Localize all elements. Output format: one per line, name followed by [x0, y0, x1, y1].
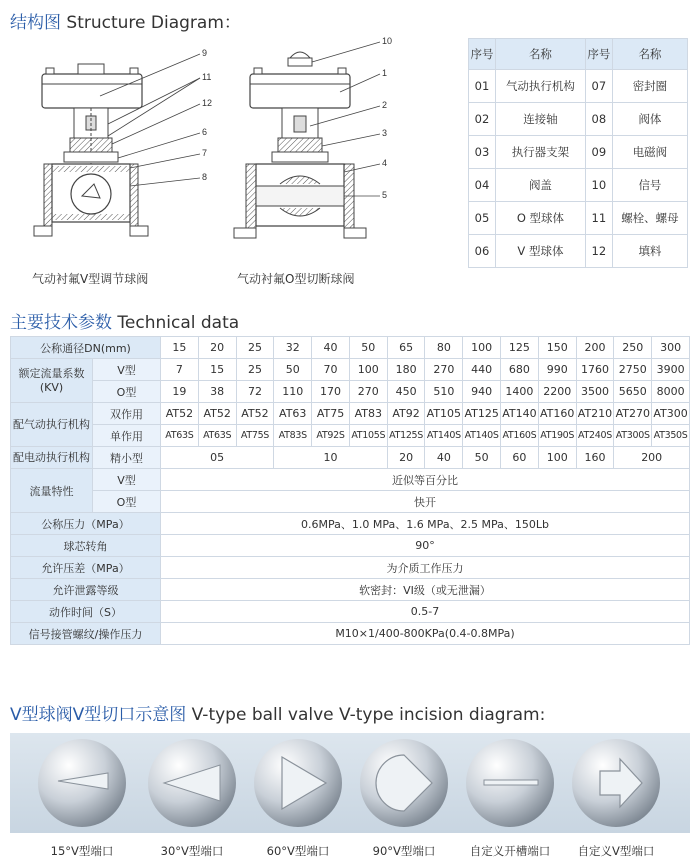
table-cell: 270 — [349, 381, 387, 403]
table-cell: AT75S — [236, 425, 274, 447]
part-number: 10 — [585, 169, 612, 202]
table-cell: 10 — [274, 447, 387, 469]
table-cell: AT300S — [614, 425, 652, 447]
technical-title: 主要技术参数 Technical data — [10, 313, 240, 333]
part-name: 电磁阀 — [612, 136, 687, 169]
table-cell: AT125 — [463, 403, 501, 425]
table-cell: 19 — [161, 381, 199, 403]
part-number: 09 — [585, 136, 612, 169]
o-valve-caption: 气动衬氟O型切断球阀 — [237, 272, 355, 286]
table-cell: 8000 — [652, 381, 690, 403]
ball-custom-slot — [464, 737, 556, 829]
electric-row — [11, 447, 690, 469]
table-cell: 50 — [463, 447, 501, 469]
table-cell: 100 — [463, 337, 501, 359]
ball-custom-v — [570, 737, 662, 829]
ball-label: 90°V型端口 — [372, 844, 436, 858]
row-label: 允许泄露等级 — [11, 579, 161, 601]
callout: 1 — [382, 68, 388, 78]
table-cell: 170 — [312, 381, 350, 403]
row-label: 公称通径DN(mm) — [11, 337, 161, 359]
ball-label: 自定义V型端口 — [577, 844, 655, 858]
table-cell: 200 — [614, 447, 690, 469]
table-cell: 近似等百分比 — [161, 469, 690, 491]
table-cell: AT140S — [463, 425, 501, 447]
table-cell: AT125S — [387, 425, 425, 447]
row-label: 额定流量系数(KV) — [11, 359, 93, 403]
table-cell: 40 — [312, 337, 350, 359]
part-name: 气动执行机构 — [496, 70, 586, 103]
table-cell: 70 — [312, 359, 350, 381]
table-cell: 510 — [425, 381, 463, 403]
table-cell: 125 — [501, 337, 539, 359]
v-type-valve-diagram — [30, 36, 220, 266]
row-label: 信号接管螺纹/操作压力 — [11, 623, 161, 645]
table-cell: 270 — [425, 359, 463, 381]
callout: 3 — [382, 128, 388, 138]
single-acting-row — [11, 425, 690, 447]
table-cell: 2200 — [538, 381, 576, 403]
table-cell: 160 — [576, 447, 614, 469]
sub-label: V型 — [93, 359, 161, 381]
table-cell: 150 — [538, 337, 576, 359]
table-cell: 7 — [161, 359, 199, 381]
table-cell: 38 — [198, 381, 236, 403]
table-cell: 65 — [387, 337, 425, 359]
signal-row — [11, 623, 690, 645]
table-cell: AT92S — [312, 425, 350, 447]
part-number: 06 — [469, 235, 496, 268]
table-cell: 1400 — [501, 381, 539, 403]
table-cell: 40 — [425, 447, 463, 469]
callout: 8 — [202, 172, 208, 182]
parts-table — [468, 38, 688, 268]
leak-row — [11, 579, 690, 601]
header-cell: 名称 — [496, 39, 586, 70]
table-cell: 3900 — [652, 359, 690, 381]
row-label: 配气动执行机构 — [11, 403, 93, 447]
row-label: 配电动执行机构 — [11, 447, 93, 469]
table-cell: 50 — [349, 337, 387, 359]
table-cell: 250 — [614, 337, 652, 359]
part-name: 密封圈 — [612, 70, 687, 103]
part-number: 03 — [469, 136, 496, 169]
part-name: O 型球体 — [496, 202, 586, 235]
callout: 9 — [202, 48, 208, 58]
table-cell: 60 — [501, 447, 539, 469]
header-cell: 序号 — [469, 39, 496, 70]
table-cell: AT75 — [312, 403, 350, 425]
part-name: 螺栓、螺母 — [612, 202, 687, 235]
callout: 2 — [382, 100, 388, 110]
table-cell: AT105S — [349, 425, 387, 447]
table-cell: M10×1/400-800KPa(0.4-0.8MPa) — [161, 623, 690, 645]
callout: 11 — [202, 72, 212, 82]
table-cell: AT63S — [198, 425, 236, 447]
flow-o-row — [11, 491, 690, 513]
row-label: 流量特性 — [11, 469, 93, 513]
part-number: 05 — [469, 202, 496, 235]
double-acting-row — [11, 403, 690, 425]
table-cell: AT210 — [576, 403, 614, 425]
table-cell: 180 — [387, 359, 425, 381]
table-row — [469, 202, 688, 235]
table-cell: 25 — [236, 359, 274, 381]
sub-label: O型 — [93, 491, 161, 513]
table-row — [469, 103, 688, 136]
table-row — [469, 70, 688, 103]
table-cell: 05 — [161, 447, 274, 469]
part-name: 阀盖 — [496, 169, 586, 202]
ball-60-degree — [252, 737, 344, 829]
table-cell: AT190S — [538, 425, 576, 447]
table-cell: 50 — [274, 359, 312, 381]
time-row — [11, 601, 690, 623]
table-cell: 2750 — [614, 359, 652, 381]
table-cell: 80 — [425, 337, 463, 359]
part-number: 12 — [585, 235, 612, 268]
part-number: 01 — [469, 70, 496, 103]
part-number: 04 — [469, 169, 496, 202]
technical-table — [10, 336, 690, 645]
part-number: 07 — [585, 70, 612, 103]
table-cell: 25 — [236, 337, 274, 359]
flow-v-row — [11, 469, 690, 491]
kv-v-row — [11, 359, 690, 381]
table-cell: 3500 — [576, 381, 614, 403]
table-cell: 200 — [576, 337, 614, 359]
table-cell: AT350S — [652, 425, 690, 447]
sub-label: 精小型 — [93, 447, 161, 469]
part-name: 填料 — [612, 235, 687, 268]
table-cell: 680 — [501, 359, 539, 381]
row-label: 公称压力（MPa） — [11, 513, 161, 535]
table-cell: AT160S — [501, 425, 539, 447]
part-name: V 型球体 — [496, 235, 586, 268]
table-cell: 软密封：VI级（或无泄漏） — [161, 579, 690, 601]
table-row — [469, 169, 688, 202]
sub-label: 单作用 — [93, 425, 161, 447]
table-cell: AT52 — [236, 403, 274, 425]
ball-30-degree — [146, 737, 238, 829]
table-cell: 440 — [463, 359, 501, 381]
callout: 12 — [202, 98, 213, 108]
table-cell: 15 — [198, 359, 236, 381]
ball-label: 自定义开槽端口 — [469, 844, 551, 858]
table-cell: AT63S — [161, 425, 199, 447]
table-cell: 450 — [387, 381, 425, 403]
callout: 10 — [382, 36, 393, 46]
table-cell: AT270 — [614, 403, 652, 425]
table-cell: 990 — [538, 359, 576, 381]
table-cell: AT83S — [274, 425, 312, 447]
table-cell: 15 — [161, 337, 199, 359]
table-cell: 90° — [161, 535, 690, 557]
part-number: 11 — [585, 202, 612, 235]
callout: 4 — [382, 158, 388, 168]
table-cell: AT140 — [501, 403, 539, 425]
table-cell: 20 — [387, 447, 425, 469]
part-name: 阀体 — [612, 103, 687, 136]
table-cell: AT52 — [161, 403, 199, 425]
table-row — [469, 136, 688, 169]
ball-label: 30°V型端口 — [160, 844, 224, 858]
callout: 6 — [202, 127, 208, 137]
row-label: 允许压差（MPa） — [11, 557, 161, 579]
ball-15-degree — [36, 737, 128, 829]
ball-label: 15°V型端口 — [50, 844, 114, 858]
header-cell: 序号 — [585, 39, 612, 70]
pressure-row — [11, 513, 690, 535]
callout: 7 — [202, 148, 208, 158]
table-cell: 0.5-7 — [161, 601, 690, 623]
table-cell: 20 — [198, 337, 236, 359]
part-name: 执行器支架 — [496, 136, 586, 169]
header-cell: 名称 — [612, 39, 687, 70]
sub-label: 双作用 — [93, 403, 161, 425]
incision-title: V型球阀V型切口示意图 V-type ball valve V-type incision diagram: — [10, 705, 546, 725]
structure-title: 结构图 Structure Diagram： — [10, 13, 241, 33]
row-label: 动作时间（S） — [11, 601, 161, 623]
diff-row — [11, 557, 690, 579]
table-cell: 100 — [349, 359, 387, 381]
sub-label: O型 — [93, 381, 161, 403]
table-cell: 110 — [274, 381, 312, 403]
rotation-row — [11, 535, 690, 557]
part-name: 连接轴 — [496, 103, 586, 136]
table-cell: AT52 — [198, 403, 236, 425]
table-cell: 940 — [463, 381, 501, 403]
parts-header-row — [469, 39, 688, 70]
table-cell: AT105 — [425, 403, 463, 425]
table-cell: AT140S — [425, 425, 463, 447]
table-cell: AT83 — [349, 403, 387, 425]
table-cell: 100 — [538, 447, 576, 469]
table-cell: AT63 — [274, 403, 312, 425]
dn-row — [11, 337, 690, 359]
table-cell: 5650 — [614, 381, 652, 403]
table-cell: 0.6MPa、1.0 MPa、1.6 MPa、2.5 MPa、150Lb — [161, 513, 690, 535]
ball-label: 60°V型端口 — [266, 844, 330, 858]
part-number: 08 — [585, 103, 612, 136]
o-type-valve-diagram — [230, 36, 440, 266]
table-cell: AT300 — [652, 403, 690, 425]
row-label: 球芯转角 — [11, 535, 161, 557]
part-name: 信号 — [612, 169, 687, 202]
callout: 5 — [382, 190, 388, 200]
table-cell: AT160 — [538, 403, 576, 425]
table-cell: 快开 — [161, 491, 690, 513]
kv-o-row — [11, 381, 690, 403]
table-cell: 72 — [236, 381, 274, 403]
table-cell: 为介质工作压力 — [161, 557, 690, 579]
table-cell: AT240S — [576, 425, 614, 447]
table-cell: 1760 — [576, 359, 614, 381]
table-row — [469, 235, 688, 268]
sub-label: V型 — [93, 469, 161, 491]
v-valve-caption: 气动衬氟V型调节球阀 — [32, 272, 149, 286]
table-cell: AT92 — [387, 403, 425, 425]
ball-90-degree — [358, 737, 450, 829]
table-cell: 32 — [274, 337, 312, 359]
part-number: 02 — [469, 103, 496, 136]
table-cell: 300 — [652, 337, 690, 359]
